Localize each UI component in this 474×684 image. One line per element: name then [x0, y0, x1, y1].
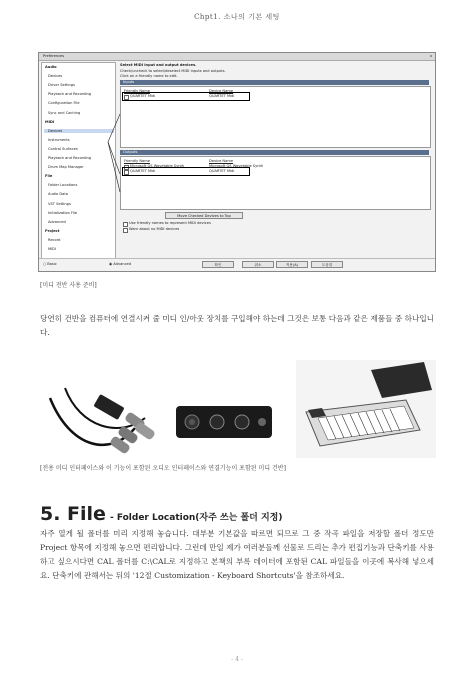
close-icon[interactable]: x — [429, 54, 432, 58]
sidebar-item[interactable]: File — [45, 174, 53, 179]
sidebar-item[interactable]: Record — [48, 237, 61, 242]
sidebar-item[interactable]: MIDI — [45, 119, 55, 124]
sidebar-item[interactable]: Configuration File — [48, 101, 80, 106]
paragraph-2: 자주 열게 될 폴더를 미리 지정해 놓습니다. 대부분 기본값을 따르면 되므로 그 중 작곡 파일을 저장할 폴더 정도만 Project 항목에 지정해 놓으면 편리합니다. 그런데 만일 제가 여러분들께 선물로 드리는 추가 편집기능과 단축키를 사용하고 싶으시다면 CAL 폴더를 C:\CAL로 지정하고 본책의 부록 데이터에 포함된 CAL 파일들을 이곳에 복사해 넣으세요. 단축키에 관해서는 뒤의 '12절 Customization - Keyboard Shortcuts'을 참조하세요. — [40, 529, 434, 580]
paragraph-1: 당연히 건반을 컴퓨터에 연결시켜 줄 미디 인/아웃 장치를 구입해야 하는데 그것은 보통 다음과 같은 제품들 중 하나입니다. — [40, 314, 434, 337]
output-friendly[interactable]: QUARTET Midi — [130, 169, 156, 173]
instructions-line1: Check/uncheck to select/deselect MIDI inputs and outputs. — [120, 69, 226, 73]
sidebar-item[interactable]: Advanced — [48, 219, 66, 224]
advanced-label: Advanced — [113, 262, 132, 266]
input-friendly[interactable]: QUARTET Midi — [130, 94, 156, 98]
instructions-line2: Click on a friendly name to edit. — [120, 74, 178, 78]
col-device-name: Device Name — [209, 89, 234, 93]
output-friendly[interactable]: Microsoft GS Wavetable Synth — [130, 164, 185, 168]
sidebar-item[interactable]: Playback and Recording — [48, 156, 92, 160]
page-number: - 4 - — [231, 656, 243, 663]
sidebar-item[interactable]: Driver Settings — [48, 83, 75, 88]
callout-lines — [38, 52, 434, 270]
midi-keyboard-photo — [296, 360, 436, 458]
cancel-button[interactable]: 취소 — [242, 261, 274, 268]
input-device: QUARTET Midi — [209, 94, 235, 98]
section-subtitle: - Folder Location(자주 쓰는 폴더 지정) — [109, 513, 283, 523]
col-friendly-name: Friendly Name — [124, 89, 150, 93]
ok-button[interactable]: 확인 — [202, 261, 234, 268]
section-number: 5. File — [40, 503, 106, 525]
sidebar-item[interactable]: Project — [45, 228, 60, 233]
inputs-header: Inputs — [120, 80, 429, 85]
output-device: Microsoft GS Wavetable Synth — [209, 164, 264, 168]
col-device-name: Device Name — [209, 159, 234, 163]
sidebar-item[interactable]: Devices — [44, 129, 114, 133]
audio-interface-photo — [172, 400, 276, 444]
sidebar-item[interactable]: Drum Map Manager — [48, 165, 84, 170]
sidebar-item[interactable]: VST Settings — [48, 201, 71, 206]
col-friendly-name: Friendly Name — [124, 159, 150, 163]
dialog-title: Preferences — [43, 54, 65, 58]
sidebar-item[interactable]: Devices — [48, 74, 63, 79]
option-warn: Warn about no MIDI devices — [129, 227, 180, 231]
panel-title: Select MIDI input and output devices. — [120, 63, 197, 67]
midi-cable-photo — [40, 368, 160, 458]
sidebar-item[interactable]: Audio Data — [48, 192, 68, 197]
figure-caption-1: [미디 전반 사용 준비] — [40, 282, 97, 289]
help-button[interactable]: 도움말 — [311, 261, 343, 268]
outputs-header: Outputs — [120, 150, 429, 155]
sidebar-item[interactable]: Playback and Recording — [48, 92, 92, 97]
apply-button[interactable]: 적용(A) — [276, 261, 308, 268]
option-friendly-names: Use friendly names to represent MIDI devices — [129, 221, 211, 225]
move-checked-button[interactable]: Move Checked Devices to Top — [165, 212, 243, 219]
sidebar-item[interactable]: Control Surfaces — [48, 146, 78, 151]
figure-caption-2: [전용 미디 인터페이스와 이 기능이 포함된 오디오 인터페이스와 연결기능이 포함된 미디 건반] — [40, 465, 286, 472]
output-device: QUARTET Midi — [209, 169, 235, 173]
basic-label: Basic — [47, 262, 57, 266]
sidebar-item[interactable]: Instruments — [48, 137, 70, 142]
sidebar-item[interactable]: Folder Locations — [48, 183, 78, 188]
sidebar-item[interactable]: Audio — [45, 65, 57, 69]
sidebar-item[interactable]: MIDI — [48, 247, 56, 251]
advanced-radio[interactable]: ◉ Advanced — [109, 262, 132, 266]
chapter-header: Chpt1. 소나의 기본 세팅 — [194, 13, 280, 21]
section-heading — [40, 503, 282, 525]
sidebar-item[interactable]: Sync and Caching — [48, 110, 81, 115]
sidebar-item[interactable]: Initialization File — [48, 210, 78, 215]
basic-radio[interactable]: ○ Basic — [43, 262, 57, 266]
